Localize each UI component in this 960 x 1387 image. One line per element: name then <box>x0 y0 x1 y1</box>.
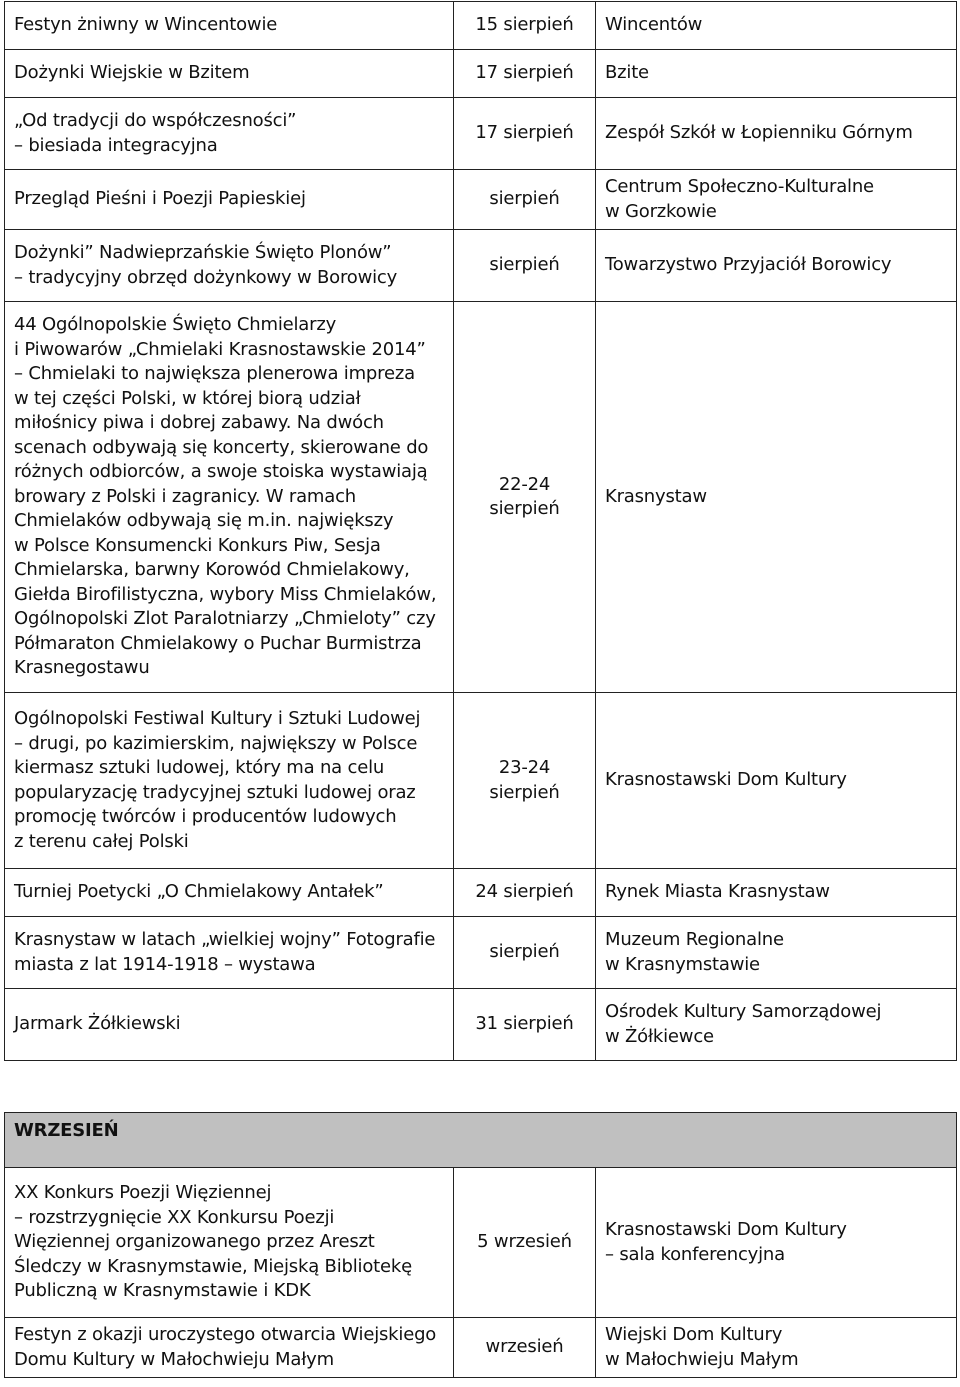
event-cell: Krasnystaw w latach „wielkiej wojny” Fotografie miasta z lat 1914-1918 – wystawa <box>5 917 454 989</box>
event-cell: Festyn żniwny w Wincentowie <box>5 2 454 50</box>
event-cell: Turniej Poetycki „O Chmielakowy Antałek” <box>5 869 454 917</box>
date-cell: 22-24 sierpień <box>454 302 596 693</box>
table-row <box>5 917 957 989</box>
date-cell: 31 sierpień <box>454 989 596 1061</box>
table-row <box>5 2 957 50</box>
date-cell: 23-24 sierpień <box>454 693 596 869</box>
table-row <box>5 302 957 693</box>
date-cell: sierpień <box>454 230 596 302</box>
date-cell: 17 sierpień <box>454 98 596 170</box>
table-row <box>5 693 957 869</box>
place-cell: Krasnostawski Dom Kultury – sala konferencyjna <box>596 1168 957 1318</box>
date-cell: 17 sierpień <box>454 50 596 98</box>
event-cell: „Od tradycji do współczesności” – biesiada integracyjna <box>5 98 454 170</box>
date-cell: 24 sierpień <box>454 869 596 917</box>
place-cell: Krasnostawski Dom Kultury <box>596 693 957 869</box>
event-cell: XX Konkurs Poezji Więziennej – rozstrzygnięcie XX Konkursu Poezji Więziennej organizowanego przez Areszt Śledczy w Krasnymstawie, Miejską Bibliotekę Publiczną w Krasnymstawie i KDK <box>5 1168 454 1318</box>
place-cell: Muzeum Regionalne w Krasnymstawie <box>596 917 957 989</box>
date-cell: wrzesień <box>454 1318 596 1378</box>
event-cell: Ogólnopolski Festiwal Kultury i Sztuki Ludowej – drugi, po kazimierskim, największy w Polsce kiermasz sztuki ludowej, który ma na celu popularyzację tradycyjnej sztuki ludowej oraz promocję twórców i producentów ludowych z terenu całej Polski <box>5 693 454 869</box>
event-cell: Jarmark Żółkiewski <box>5 989 454 1061</box>
table-row <box>5 989 957 1061</box>
event-cell: 44 Ogólnopolskie Święto Chmielarzy i Piwowarów „Chmielaki Krasnostawskie 2014” – Chmielaki to największa plenerowa impreza w tej części Polski, w której biorą udział miłośnicy piwa i dobrej zabawy. Na dwóch scenach odbywają się koncerty, skierowane do różnych odbiorców, a swoje stoiska wystawiają browary z Polski i zagranicy. W ramach Chmielaków odbywają się m.in. największy w Polsce Konsumencki Konkurs Piw, Sesja Chmielarska, barwny Korowód Chmielakowy, Giełda Birofilistyczna, wybory Miss Chmielaków, Ogólnopolski Zlot Paralotniarzy „Chmieloty” czy Półmaraton Chmielakowy o Puchar Burmistrza Krasnegostawu <box>5 302 454 693</box>
september-events-table <box>4 1112 957 1378</box>
event-cell: Dożynki Wiejskie w Bzitem <box>5 50 454 98</box>
event-cell: Festyn z okazji uroczystego otwarcia Wiejskiego Domu Kultury w Małochwieju Małym <box>5 1318 454 1378</box>
table-row <box>5 98 957 170</box>
table-row <box>5 170 957 230</box>
table-row <box>5 50 957 98</box>
place-cell: Bzite <box>596 50 957 98</box>
place-cell: Wincentów <box>596 2 957 50</box>
place-cell: Centrum Społeczno-Kulturalne w Gorzkowie <box>596 170 957 230</box>
date-cell: sierpień <box>454 170 596 230</box>
place-cell: Towarzystwo Przyjaciół Borowicy <box>596 230 957 302</box>
date-cell: 5 wrzesień <box>454 1168 596 1318</box>
place-cell: Ośrodek Kultury Samorządowej w Żółkiewce <box>596 989 957 1061</box>
table-row <box>5 230 957 302</box>
place-cell: Krasnystaw <box>596 302 957 693</box>
month-header: WRZESIEŃ <box>5 1113 957 1168</box>
place-cell: Rynek Miasta Krasnystaw <box>596 869 957 917</box>
place-cell: Zespół Szkół w Łopienniku Górnym <box>596 98 957 170</box>
event-cell: Dożynki” Nadwieprzańskie Święto Plonów” – tradycyjny obrzęd dożynkowy w Borowicy <box>5 230 454 302</box>
date-cell: 15 sierpień <box>454 2 596 50</box>
date-cell: sierpień <box>454 917 596 989</box>
table-row <box>5 1318 957 1378</box>
table-row <box>5 1168 957 1318</box>
event-cell: Przegląd Pieśni i Poezji Papieskiej <box>5 170 454 230</box>
table-row <box>5 869 957 917</box>
place-cell: Wiejski Dom Kultury w Małochwieju Małym <box>596 1318 957 1378</box>
august-events-table <box>4 1 957 1061</box>
month-header-row <box>5 1113 957 1168</box>
